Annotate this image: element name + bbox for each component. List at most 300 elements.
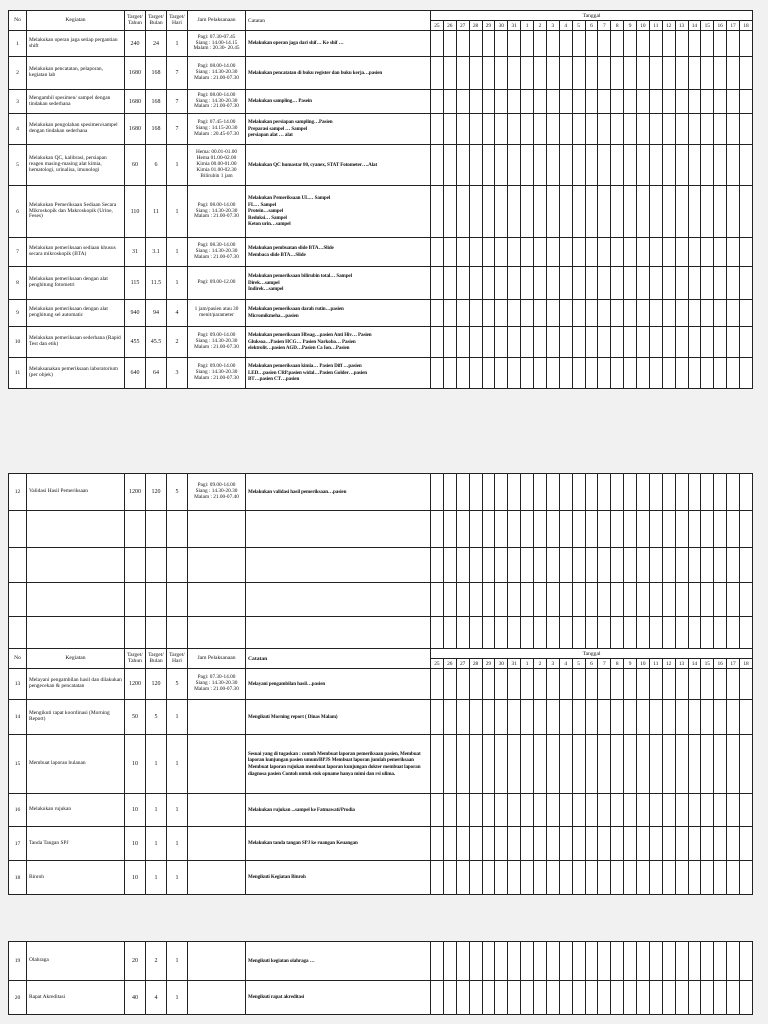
day-cell[interactable] [727,827,740,861]
day-cell[interactable] [585,57,598,90]
day-cell[interactable] [572,267,585,300]
day-cell[interactable] [611,981,624,1015]
day-cell[interactable] [572,90,585,114]
day-cell[interactable] [585,114,598,145]
day-cell[interactable] [688,114,701,145]
day-cell[interactable] [559,267,572,300]
day-cell[interactable] [572,700,585,735]
day-cell[interactable] [508,238,521,267]
day-cell[interactable] [482,583,495,617]
day-cell[interactable] [688,669,701,700]
day-cell[interactable] [521,511,534,548]
day-cell[interactable] [701,735,714,794]
day-cell[interactable] [431,327,444,358]
day-cell[interactable] [508,735,521,794]
day-cell[interactable] [469,617,482,651]
day-cell[interactable] [598,981,611,1015]
day-cell[interactable] [649,861,662,895]
day-cell[interactable] [443,474,456,511]
day-cell[interactable] [495,186,508,238]
day-cell[interactable] [662,583,675,617]
day-cell[interactable] [559,114,572,145]
day-cell[interactable] [546,511,559,548]
day-cell[interactable] [572,942,585,981]
day-cell[interactable] [482,861,495,895]
day-cell[interactable] [740,90,753,114]
day-cell[interactable] [508,861,521,895]
day-cell[interactable] [495,735,508,794]
day-cell[interactable] [572,827,585,861]
day-cell[interactable] [559,327,572,358]
day-cell[interactable] [598,238,611,267]
day-cell[interactable] [431,861,444,895]
day-cell[interactable] [611,238,624,267]
day-cell[interactable] [675,186,688,238]
day-cell[interactable] [688,511,701,548]
day-cell[interactable] [546,90,559,114]
day-cell[interactable] [469,300,482,327]
day-cell[interactable] [572,548,585,583]
day-cell[interactable] [482,735,495,794]
day-cell[interactable] [546,700,559,735]
day-cell[interactable] [534,31,547,57]
day-cell[interactable] [521,267,534,300]
day-cell[interactable] [701,700,714,735]
day-cell[interactable] [727,981,740,1015]
day-cell[interactable] [431,942,444,981]
day-cell[interactable] [637,31,650,57]
day-cell[interactable] [662,114,675,145]
day-cell[interactable] [431,827,444,861]
day-cell[interactable] [572,511,585,548]
day-cell[interactable] [469,474,482,511]
day-cell[interactable] [521,700,534,735]
day-cell[interactable] [443,981,456,1015]
day-cell[interactable] [559,617,572,651]
day-cell[interactable] [598,186,611,238]
day-cell[interactable] [727,583,740,617]
day-cell[interactable] [662,90,675,114]
day-cell[interactable] [495,145,508,186]
day-cell[interactable] [521,669,534,700]
day-cell[interactable] [572,474,585,511]
day-cell[interactable] [740,669,753,700]
day-cell[interactable] [508,327,521,358]
day-cell[interactable] [546,238,559,267]
day-cell[interactable] [675,827,688,861]
day-cell[interactable] [508,31,521,57]
day-cell[interactable] [675,617,688,651]
day-cell[interactable] [559,90,572,114]
day-cell[interactable] [534,861,547,895]
day-cell[interactable] [727,358,740,389]
day-cell[interactable] [637,700,650,735]
day-cell[interactable] [611,861,624,895]
day-cell[interactable] [585,474,598,511]
day-cell[interactable] [688,238,701,267]
day-cell[interactable] [662,57,675,90]
day-cell[interactable] [598,669,611,700]
day-cell[interactable] [431,31,444,57]
day-cell[interactable] [546,735,559,794]
day-cell[interactable] [649,238,662,267]
day-cell[interactable] [598,267,611,300]
day-cell[interactable] [443,57,456,90]
day-cell[interactable] [624,90,637,114]
day-cell[interactable] [469,267,482,300]
day-cell[interactable] [714,735,727,794]
day-cell[interactable] [624,827,637,861]
day-cell[interactable] [740,827,753,861]
day-cell[interactable] [572,57,585,90]
day-cell[interactable] [649,617,662,651]
day-cell[interactable] [714,861,727,895]
day-cell[interactable] [534,267,547,300]
day-cell[interactable] [482,827,495,861]
day-cell[interactable] [495,238,508,267]
day-cell[interactable] [701,861,714,895]
day-cell[interactable] [534,238,547,267]
day-cell[interactable] [456,617,469,651]
day-cell[interactable] [521,794,534,827]
day-cell[interactable] [675,300,688,327]
day-cell[interactable] [637,300,650,327]
day-cell[interactable] [585,617,598,651]
day-cell[interactable] [598,90,611,114]
day-cell[interactable] [637,861,650,895]
day-cell[interactable] [559,700,572,735]
day-cell[interactable] [546,145,559,186]
day-cell[interactable] [443,31,456,57]
day-cell[interactable] [714,617,727,651]
day-cell[interactable] [572,794,585,827]
day-cell[interactable] [495,358,508,389]
day-cell[interactable] [431,583,444,617]
day-cell[interactable] [662,827,675,861]
day-cell[interactable] [534,186,547,238]
day-cell[interactable] [585,548,598,583]
day-cell[interactable] [688,57,701,90]
day-cell[interactable] [701,238,714,267]
day-cell[interactable] [598,794,611,827]
day-cell[interactable] [701,981,714,1015]
day-cell[interactable] [456,145,469,186]
day-cell[interactable] [701,57,714,90]
day-cell[interactable] [482,669,495,700]
day-cell[interactable] [649,327,662,358]
day-cell[interactable] [546,617,559,651]
day-cell[interactable] [649,827,662,861]
day-cell[interactable] [688,942,701,981]
day-cell[interactable] [546,327,559,358]
day-cell[interactable] [637,358,650,389]
day-cell[interactable] [508,300,521,327]
day-cell[interactable] [740,300,753,327]
day-cell[interactable] [559,474,572,511]
day-cell[interactable] [688,827,701,861]
day-cell[interactable] [675,511,688,548]
day-cell[interactable] [456,981,469,1015]
day-cell[interactable] [598,942,611,981]
day-cell[interactable] [585,511,598,548]
day-cell[interactable] [456,735,469,794]
day-cell[interactable] [714,267,727,300]
day-cell[interactable] [495,474,508,511]
day-cell[interactable] [443,617,456,651]
day-cell[interactable] [701,186,714,238]
day-cell[interactable] [456,700,469,735]
day-cell[interactable] [611,617,624,651]
day-cell[interactable] [585,31,598,57]
day-cell[interactable] [611,31,624,57]
day-cell[interactable] [637,511,650,548]
day-cell[interactable] [443,794,456,827]
day-cell[interactable] [662,31,675,57]
day-cell[interactable] [701,669,714,700]
day-cell[interactable] [714,90,727,114]
day-cell[interactable] [688,31,701,57]
day-cell[interactable] [637,114,650,145]
day-cell[interactable] [482,57,495,90]
day-cell[interactable] [675,981,688,1015]
day-cell[interactable] [611,57,624,90]
day-cell[interactable] [598,700,611,735]
day-cell[interactable] [495,511,508,548]
day-cell[interactable] [598,617,611,651]
day-cell[interactable] [469,583,482,617]
day-cell[interactable] [701,942,714,981]
day-cell[interactable] [624,669,637,700]
day-cell[interactable] [740,794,753,827]
day-cell[interactable] [482,31,495,57]
day-cell[interactable] [649,583,662,617]
day-cell[interactable] [649,511,662,548]
day-cell[interactable] [598,861,611,895]
day-cell[interactable] [611,358,624,389]
day-cell[interactable] [675,238,688,267]
day-cell[interactable] [508,827,521,861]
day-cell[interactable] [572,300,585,327]
day-cell[interactable] [714,57,727,90]
day-cell[interactable] [637,474,650,511]
day-cell[interactable] [508,583,521,617]
day-cell[interactable] [637,186,650,238]
day-cell[interactable] [572,358,585,389]
day-cell[interactable] [701,511,714,548]
day-cell[interactable] [585,186,598,238]
day-cell[interactable] [482,238,495,267]
day-cell[interactable] [534,942,547,981]
day-cell[interactable] [431,548,444,583]
day-cell[interactable] [534,145,547,186]
day-cell[interactable] [495,827,508,861]
day-cell[interactable] [740,942,753,981]
day-cell[interactable] [456,511,469,548]
day-cell[interactable] [521,31,534,57]
day-cell[interactable] [521,327,534,358]
day-cell[interactable] [727,300,740,327]
day-cell[interactable] [727,267,740,300]
day-cell[interactable] [508,794,521,827]
day-cell[interactable] [598,474,611,511]
day-cell[interactable] [649,267,662,300]
day-cell[interactable] [546,57,559,90]
day-cell[interactable] [675,31,688,57]
day-cell[interactable] [546,942,559,981]
day-cell[interactable] [469,861,482,895]
day-cell[interactable] [585,794,598,827]
day-cell[interactable] [534,981,547,1015]
day-cell[interactable] [675,145,688,186]
day-cell[interactable] [688,981,701,1015]
day-cell[interactable] [727,548,740,583]
day-cell[interactable] [688,300,701,327]
day-cell[interactable] [675,57,688,90]
day-cell[interactable] [598,511,611,548]
day-cell[interactable] [740,114,753,145]
day-cell[interactable] [572,669,585,700]
day-cell[interactable] [521,617,534,651]
day-cell[interactable] [662,145,675,186]
day-cell[interactable] [727,90,740,114]
day-cell[interactable] [714,327,727,358]
day-cell[interactable] [662,861,675,895]
day-cell[interactable] [572,617,585,651]
day-cell[interactable] [521,827,534,861]
day-cell[interactable] [727,186,740,238]
day-cell[interactable] [662,794,675,827]
day-cell[interactable] [534,57,547,90]
day-cell[interactable] [482,358,495,389]
day-cell[interactable] [701,474,714,511]
day-cell[interactable] [572,238,585,267]
day-cell[interactable] [572,31,585,57]
day-cell[interactable] [624,861,637,895]
day-cell[interactable] [495,267,508,300]
day-cell[interactable] [624,358,637,389]
day-cell[interactable] [598,57,611,90]
day-cell[interactable] [727,669,740,700]
day-cell[interactable] [443,300,456,327]
day-cell[interactable] [508,548,521,583]
day-cell[interactable] [482,981,495,1015]
day-cell[interactable] [546,981,559,1015]
day-cell[interactable] [534,700,547,735]
day-cell[interactable] [508,511,521,548]
day-cell[interactable] [546,827,559,861]
day-cell[interactable] [714,942,727,981]
day-cell[interactable] [546,669,559,700]
day-cell[interactable] [546,583,559,617]
day-cell[interactable] [469,90,482,114]
day-cell[interactable] [431,669,444,700]
day-cell[interactable] [727,238,740,267]
day-cell[interactable] [585,861,598,895]
day-cell[interactable] [456,90,469,114]
day-cell[interactable] [611,548,624,583]
day-cell[interactable] [585,145,598,186]
day-cell[interactable] [469,700,482,735]
day-cell[interactable] [456,57,469,90]
day-cell[interactable] [675,735,688,794]
day-cell[interactable] [727,114,740,145]
day-cell[interactable] [469,511,482,548]
day-cell[interactable] [482,90,495,114]
day-cell[interactable] [469,327,482,358]
day-cell[interactable] [624,735,637,794]
day-cell[interactable] [508,474,521,511]
day-cell[interactable] [482,186,495,238]
day-cell[interactable] [559,358,572,389]
day-cell[interactable] [727,861,740,895]
day-cell[interactable] [482,267,495,300]
day-cell[interactable] [727,511,740,548]
day-cell[interactable] [740,145,753,186]
day-cell[interactable] [572,861,585,895]
day-cell[interactable] [714,300,727,327]
day-cell[interactable] [714,794,727,827]
day-cell[interactable] [701,327,714,358]
day-cell[interactable] [456,942,469,981]
day-cell[interactable] [546,474,559,511]
day-cell[interactable] [714,700,727,735]
day-cell[interactable] [701,583,714,617]
day-cell[interactable] [637,57,650,90]
day-cell[interactable] [456,669,469,700]
day-cell[interactable] [534,474,547,511]
day-cell[interactable] [675,267,688,300]
day-cell[interactable] [585,735,598,794]
day-cell[interactable] [701,548,714,583]
day-cell[interactable] [508,57,521,90]
day-cell[interactable] [637,669,650,700]
day-cell[interactable] [456,267,469,300]
day-cell[interactable] [611,511,624,548]
day-cell[interactable] [624,794,637,827]
day-cell[interactable] [559,942,572,981]
day-cell[interactable] [662,186,675,238]
day-cell[interactable] [495,981,508,1015]
day-cell[interactable] [443,827,456,861]
day-cell[interactable] [469,57,482,90]
day-cell[interactable] [521,981,534,1015]
day-cell[interactable] [495,300,508,327]
day-cell[interactable] [482,145,495,186]
day-cell[interactable] [508,669,521,700]
day-cell[interactable] [546,267,559,300]
day-cell[interactable] [740,617,753,651]
day-cell[interactable] [431,981,444,1015]
day-cell[interactable] [469,669,482,700]
day-cell[interactable] [727,942,740,981]
day-cell[interactable] [585,238,598,267]
day-cell[interactable] [649,186,662,238]
day-cell[interactable] [740,700,753,735]
day-cell[interactable] [508,981,521,1015]
day-cell[interactable] [598,31,611,57]
day-cell[interactable] [495,548,508,583]
day-cell[interactable] [727,145,740,186]
day-cell[interactable] [675,358,688,389]
day-cell[interactable] [469,31,482,57]
day-cell[interactable] [649,114,662,145]
day-cell[interactable] [649,57,662,90]
day-cell[interactable] [469,114,482,145]
day-cell[interactable] [701,358,714,389]
day-cell[interactable] [443,583,456,617]
day-cell[interactable] [727,735,740,794]
day-cell[interactable] [662,700,675,735]
